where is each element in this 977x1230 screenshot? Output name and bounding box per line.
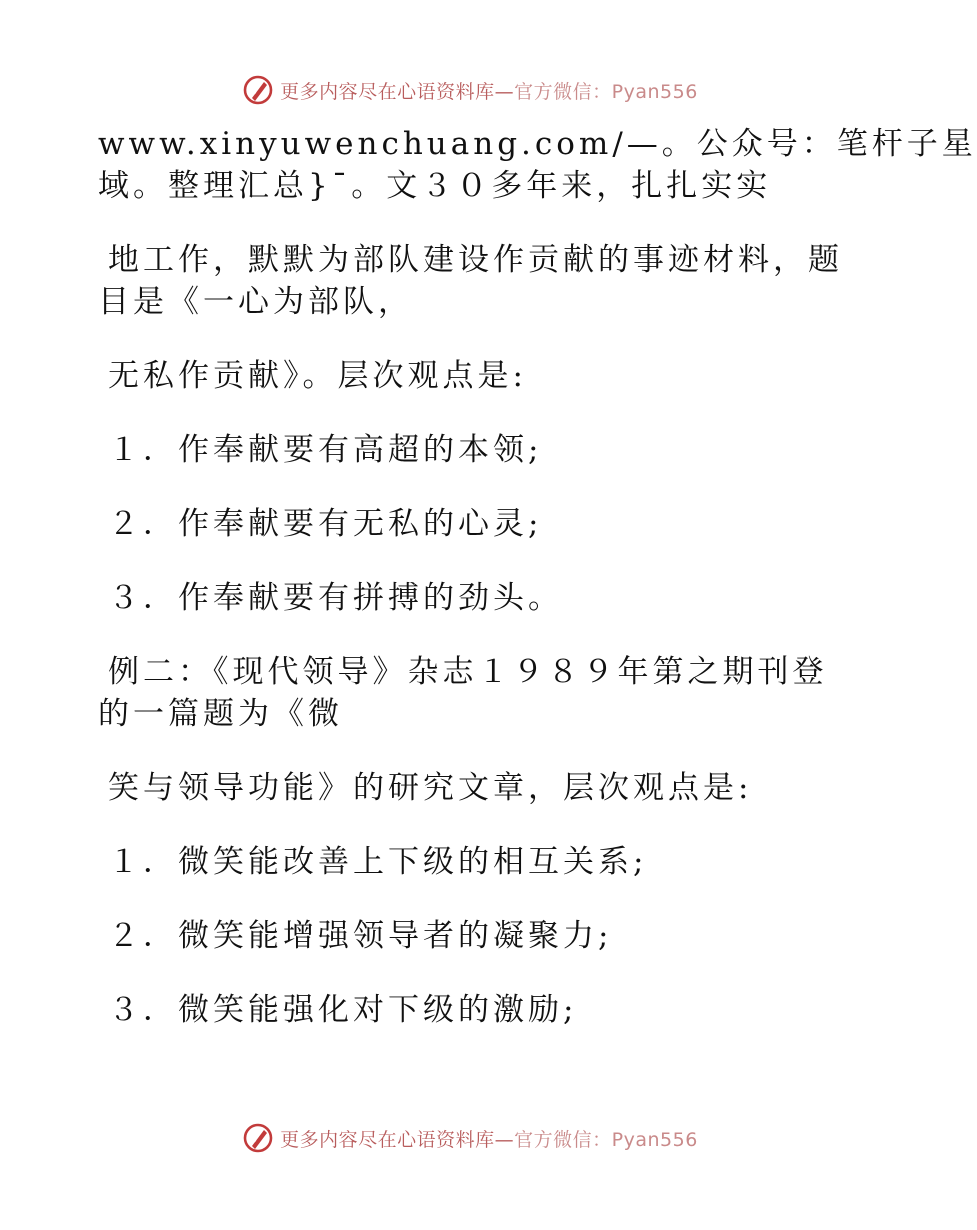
pen-nib-circle-icon [242, 74, 274, 106]
text-line: 目是《一心为部队， [98, 284, 413, 320]
text-line: 的一篇题为《微 [98, 696, 343, 732]
text-line: 无私作贡献》。层次观点是: [108, 358, 527, 394]
paragraph-2 [98, 240, 843, 322]
footer-banner-inner [242, 1122, 698, 1154]
text-line: ２．作奉献要有无私的心灵; [108, 506, 543, 542]
text-line: 例二：《现代领导》杂志１９８９年第之期刊登 [108, 654, 828, 690]
text-line: １．作奉献要有高超的本领; [108, 432, 543, 468]
header-banner-text: 更多内容尽在心语资料库—官方微信：Pyan556 [280, 80, 698, 103]
list-item-2 [98, 504, 838, 544]
text-line: 笑与领导功能》的研究文章，层次观点是: [108, 770, 753, 806]
text-line: ３．作奉献要有拼搏的劲头。 [108, 580, 563, 616]
header-banner-inner [242, 74, 698, 106]
document-body [98, 124, 977, 1030]
header-wechat: 官方微信：Pyan556 [514, 80, 698, 103]
footer-banner-text: 更多内容尽在心语资料库—官方微信：Pyan556 [280, 1128, 698, 1151]
list-item-1 [98, 430, 838, 470]
list-item-3 [98, 578, 838, 618]
paragraph-4 [98, 652, 838, 734]
text-line: ３．微笑能强化对下级的激励; [108, 992, 578, 1028]
text-line: 地工作，默默为部队建设作贡献的事迹材料，题 [108, 242, 843, 278]
text-line: 域。整理汇总}¯。文３０多年来，扎扎实实 [98, 168, 772, 204]
paragraph-5 [98, 768, 838, 808]
paragraph-3 [98, 356, 838, 396]
footer-banner [0, 1118, 950, 1158]
footer-wechat: 官方微信：Pyan556 [514, 1128, 698, 1151]
text-line: www.xinyuwenchuang.com/—。公众号：笔杆子星 [98, 126, 977, 162]
list-item-4 [98, 842, 838, 882]
list-item-5 [98, 916, 838, 956]
list-item-6 [98, 990, 838, 1030]
header-banner [0, 70, 950, 110]
pen-nib-circle-icon [242, 1122, 274, 1154]
paragraph-1 [98, 124, 977, 206]
text-line: ２．微笑能增强领导者的凝聚力; [108, 918, 613, 954]
text-line: １．微笑能改善上下级的相互关系; [108, 844, 648, 880]
